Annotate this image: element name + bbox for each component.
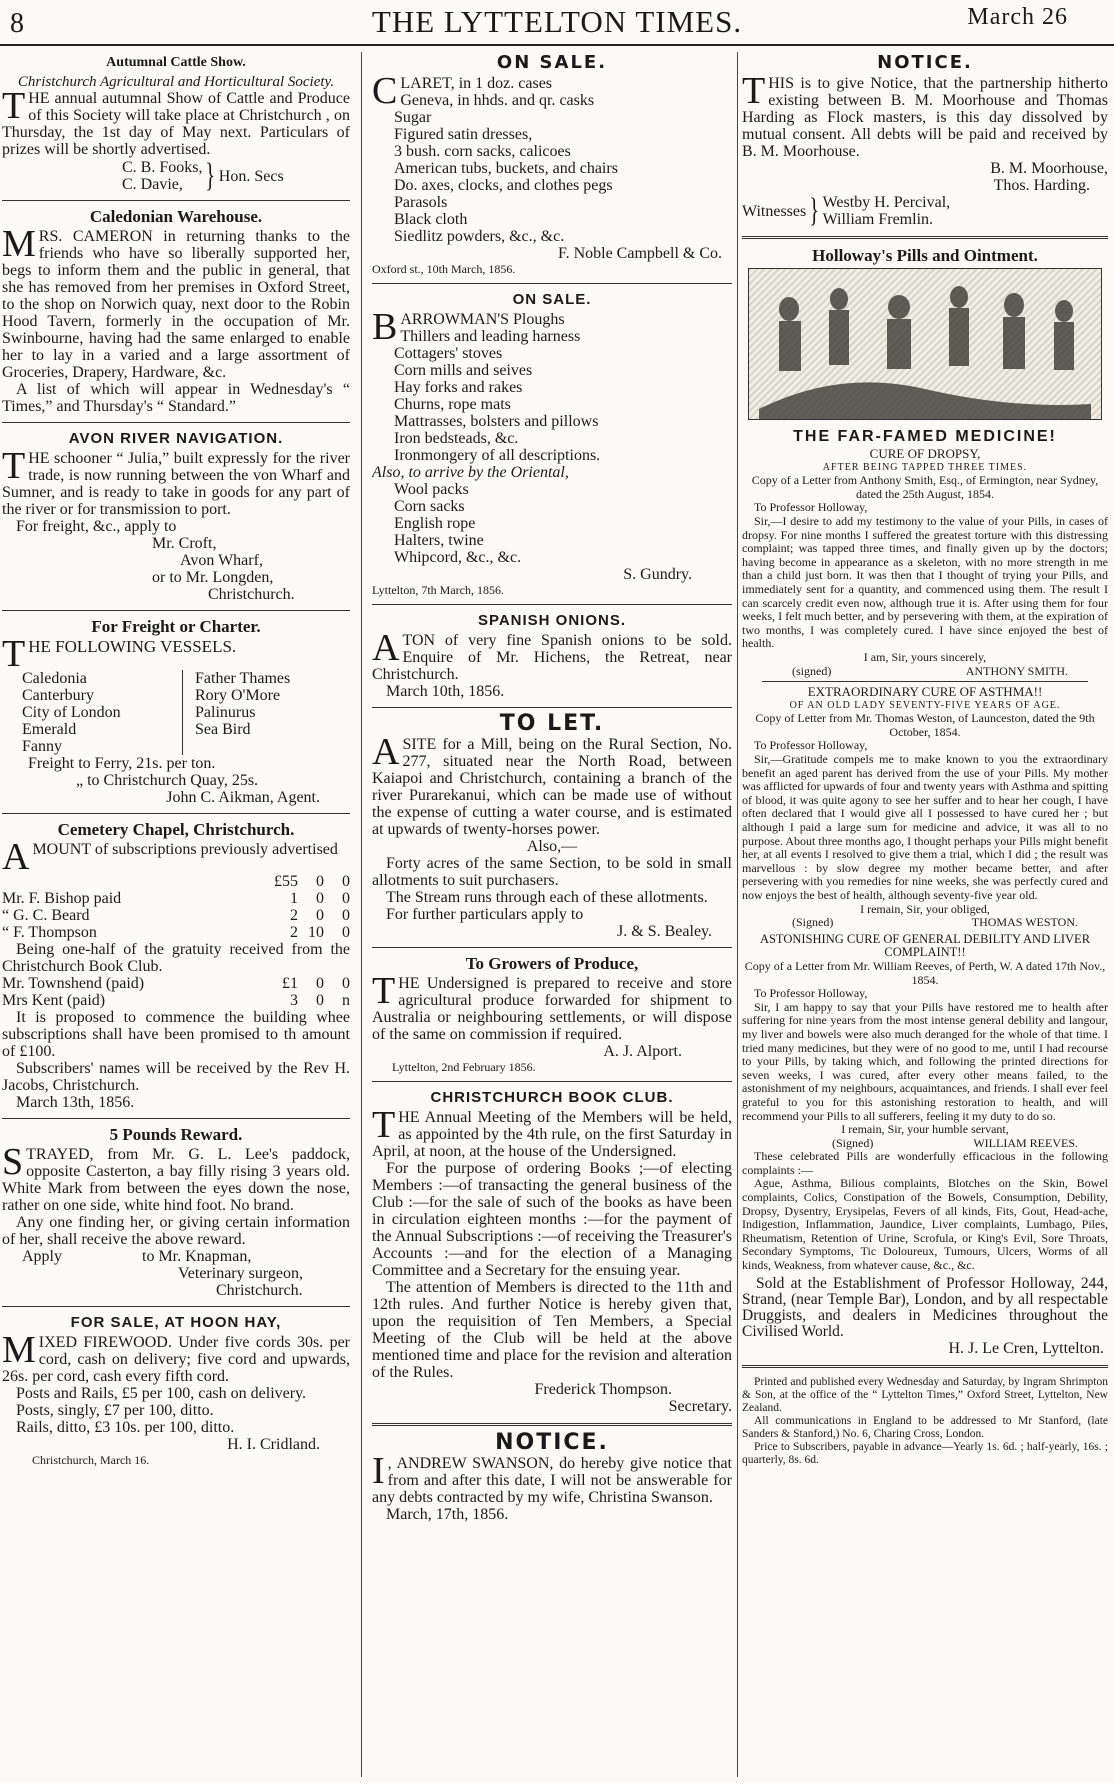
vessel-name: Father Thames bbox=[195, 670, 291, 687]
table-row bbox=[2, 873, 350, 890]
drop-cap: T bbox=[372, 970, 396, 1012]
sale-item: Black cloth bbox=[394, 211, 468, 228]
amount-cell: 0 bbox=[316, 992, 324, 1009]
drop-cap: T bbox=[372, 1104, 396, 1146]
testimonial-to: To Professor Holloway, bbox=[754, 500, 868, 515]
ad-body: The attention of Members is directed to the 11th and 12th rules. And further Notice is hereby given that, upon the requisition of Ten Members, a Special Meeting of the Club will be held at the above mentioned time and place for the revision and alteration of the Rules. bbox=[372, 1279, 732, 1381]
column-rule bbox=[361, 52, 362, 1777]
signature: A. J. Alport. bbox=[603, 1043, 682, 1060]
amount-cell: 0 bbox=[316, 907, 324, 924]
ad-on-sale-claret bbox=[372, 54, 732, 276]
ad-title: ON SALE. bbox=[512, 291, 592, 308]
vessel-list bbox=[183, 670, 290, 755]
testimonial-name: ANTHONY SMITH. bbox=[965, 663, 1068, 678]
amount-cell: 10 bbox=[308, 924, 324, 941]
sale-item: 3 bush. corn sacks, calicoes bbox=[394, 143, 571, 160]
ad-body: It is proposed to commence the building whee subscriptions shall have been promised to th amount of £100. bbox=[2, 1009, 350, 1060]
contact-line: Christchurch. bbox=[216, 1282, 303, 1299]
drop-cap: S bbox=[2, 1141, 24, 1183]
divider bbox=[742, 236, 1108, 239]
signature: C. Davie, bbox=[122, 176, 183, 193]
vessel-name: Caledonia bbox=[22, 670, 87, 687]
ad-body: TRAYED, from Mr. G. L. Lee's paddock, opposite Casterton, a bay filly rising 3 years old. White Mark from between the eyes down the nose, rather on one side, white hind foot. No brand. bbox=[2, 1146, 350, 1214]
drop-cap: M bbox=[2, 223, 36, 265]
ad-title: CHRISTCHURCH BOOK CLUB. bbox=[430, 1089, 674, 1106]
testimonial-to: To Professor Holloway, bbox=[754, 986, 868, 1001]
signature: C. B. Fooks, bbox=[122, 159, 203, 176]
sale-item: Figured satin dresses, bbox=[394, 126, 533, 143]
contact-block bbox=[2, 535, 350, 603]
divider bbox=[372, 283, 732, 284]
agent: John C. Aikman, Agent. bbox=[166, 789, 320, 806]
amount-cell: 0 bbox=[316, 873, 324, 890]
subscriber-name: Mrs Kent (paid) bbox=[2, 992, 106, 1009]
divider bbox=[2, 1118, 350, 1119]
divider bbox=[372, 1423, 732, 1426]
sale-item: Mattrasses, bolsters and pillows bbox=[394, 413, 599, 430]
ad-title: Caledonian Warehouse. bbox=[89, 207, 263, 226]
ad-reward bbox=[2, 1126, 350, 1299]
amount-cell: 0 bbox=[342, 890, 350, 907]
testimonial-subtitle: OF AN OLD LADY SEVENTY-FIVE YEARS OF AGE. bbox=[789, 699, 1061, 711]
sale-item: Sugar bbox=[394, 109, 432, 126]
testimonial-intro: Copy of a Letter from Mr. William Reeves, of Perth, W. A dated 17th Nov., 1854. bbox=[744, 958, 1106, 987]
ad-to-let bbox=[372, 711, 732, 940]
sale-item: Halters, twine bbox=[394, 532, 484, 549]
drop-cap: I bbox=[372, 1450, 385, 1492]
vessel-name: Canterbury bbox=[22, 687, 94, 704]
sale-item: Do. axes, clocks, and clothes pegs bbox=[394, 177, 613, 194]
ad-body: For the purpose of ordering Books ;—of electing Members :—of transacting the general business of the Club :—for the sale of such of the books as have been in circulation eighteen months :—for the payment of the Annual Subscriptions :—of receiving the Treasurer's Accounts :—and for the election of a Managing Committee and a Secretary for the ensuing year. bbox=[372, 1160, 732, 1279]
amount-cell: n bbox=[342, 992, 350, 1009]
subscriber-name: Mr. Townshend (paid) bbox=[2, 975, 145, 992]
ad-title: 5 Pounds Reward. bbox=[109, 1125, 243, 1144]
testimonial-title: EXTRAORDINARY CURE OF ASTHMA!! bbox=[807, 684, 1043, 700]
ad-holloway bbox=[742, 247, 1108, 1357]
column-2 bbox=[372, 52, 732, 1777]
witnesses-label: Witnesses bbox=[742, 202, 807, 220]
subscriber-name: Mr. F. Bishop paid bbox=[2, 890, 122, 907]
ad-title: Autumnal Cattle Show. bbox=[106, 55, 246, 70]
drop-cap: C bbox=[372, 70, 398, 112]
ad-title: To Growers of Produce, bbox=[465, 954, 639, 973]
vessel-list bbox=[22, 670, 183, 755]
ad-hoon-hay bbox=[2, 1314, 350, 1467]
ad-title: Holloway's Pills and Ointment. bbox=[812, 246, 1038, 265]
contact-line: Christchurch. bbox=[208, 586, 295, 603]
amount-cell: 0 bbox=[342, 907, 350, 924]
sale-item: Corn mills and seives bbox=[394, 362, 533, 379]
witness: Westby H. Percival, bbox=[822, 194, 951, 211]
ad-body: Any one finding her, or giving certain information of her, shall receive the above reward. bbox=[2, 1214, 350, 1248]
ad-body: The Stream runs through each of these allotments. bbox=[386, 889, 708, 906]
ad-date: Lyttelton, 7th March, 1856. bbox=[372, 583, 504, 597]
column-rule bbox=[737, 52, 738, 1777]
signed-label: (Signed) bbox=[832, 1135, 874, 1150]
headline: THE FAR-FAMED MEDICINE! bbox=[793, 428, 1057, 445]
ad-cemetery bbox=[2, 821, 350, 1111]
ad-body: TON of very fine Spanish onions to be sold. Enquire of Mr. Hichens, the Retreat, near Christchurch. bbox=[372, 632, 732, 683]
signature: F. Noble Campbell & Co. bbox=[557, 245, 722, 262]
sale-item: Thillers and leading harness bbox=[400, 328, 581, 345]
testimonial-close: I remain, Sir, your humble servant, bbox=[841, 1122, 1009, 1137]
item-list bbox=[372, 92, 732, 245]
contact-line: to Mr. Knapman, bbox=[142, 1248, 252, 1265]
testimonial-name: WILLIAM REEVES. bbox=[973, 1135, 1078, 1150]
vessel-name: Rory O'More bbox=[195, 687, 281, 704]
amount-cell: £1 bbox=[282, 975, 298, 992]
agent: H. J. Le Cren, Lyttelton. bbox=[948, 1339, 1104, 1357]
ad-body: A list of which will appear in Wednesday's “ Times,” and Thursday's “ Standard.” bbox=[2, 381, 350, 415]
ad-body: For freight, &c., apply to bbox=[16, 518, 177, 535]
vessel-name: City of London bbox=[22, 704, 121, 721]
subscription-table bbox=[2, 975, 350, 1009]
complaints-intro: These celebrated Pills are wonderfully efficacious in the following complaints :— bbox=[742, 1149, 1108, 1177]
brace: } bbox=[809, 192, 820, 229]
sale-item: Corn sacks bbox=[394, 498, 465, 515]
signature: B. M. Moorhouse, bbox=[990, 160, 1108, 177]
drop-cap: M bbox=[2, 1329, 36, 1371]
imprint-text: All communications in England to be addressed to Mr Stanford, (late Sanders & Stanford,) No. 6, Charing Cross, London. bbox=[742, 1414, 1108, 1440]
imprint-text: Printed and published every Wednesday and Saturday, by Ingram Shrimpton & Son, at the office of the “ Lyttelton Times,” Oxford Street, Lyttelton, New Zealand. bbox=[742, 1375, 1108, 1414]
table-row bbox=[2, 890, 350, 907]
table-row bbox=[2, 907, 350, 924]
ad-date: March 10th, 1856. bbox=[386, 683, 505, 700]
ad-partnership-notice bbox=[742, 54, 1108, 228]
ad-date: March 13th, 1856. bbox=[16, 1094, 135, 1111]
ad-body: HE schooner “ Julia,” built expressly for the river trade, is now running between the von Wharf and Sumner, and is ready to take in goods for any part of the river or for transmission to port. bbox=[2, 450, 350, 518]
ad-body: SITE for a Mill, being on the Rural Section, No. 277, situated near the North Road, between Kaiapoi and Christchurch, containing a branch of the river Purarekanui, which can be made use of without the expense of cutting a water course, and is estimated at upwards of twenty-horses power. bbox=[372, 736, 732, 838]
sale-item: Churns, rope mats bbox=[394, 396, 511, 413]
ad-growers bbox=[372, 955, 732, 1074]
ad-body: Posts and Rails, £5 per 100, cash on delivery. bbox=[16, 1385, 307, 1402]
signature: H. I. Cridland. bbox=[227, 1436, 320, 1453]
testimonial-close: I remain, Sir, your obliged, bbox=[860, 901, 990, 916]
sold-at: Sold at the Establishment of Professor Holloway, 244, Strand, (near Temple Bar), London, and by all respectable Druggists, and dealers in Medicines throughout the Civilised World. bbox=[742, 1274, 1108, 1340]
ad-body: IXED FIREWOOD. Under five cords 30s. per cord, cash on delivery; five cord and upwards, 26s. per cord, cash every fifth cord. bbox=[2, 1334, 350, 1385]
drop-cap: B bbox=[372, 306, 398, 348]
subscriber-name: “ F. Thompson bbox=[2, 924, 97, 941]
ad-title: AVON RIVER NAVIGATION. bbox=[68, 430, 284, 447]
column-3 bbox=[742, 52, 1108, 1777]
amount-cell: 2 bbox=[290, 924, 298, 941]
ad-freight bbox=[2, 618, 350, 806]
list-first: LARET, in 1 doz. cases bbox=[400, 75, 553, 92]
amount-cell: 1 bbox=[290, 890, 298, 907]
ad-body: , ANDREW SWANSON, do hereby give notice that from and after this date, I will not be answerable for any debts contracted by my wife, Christina Swanson. bbox=[372, 1455, 732, 1506]
issue-date: March 26 bbox=[967, 4, 1068, 30]
divider bbox=[762, 681, 1088, 682]
ad-body: Posts, singly, £7 per 100, ditto. bbox=[16, 1402, 214, 1419]
ad-title: ON SALE. bbox=[496, 52, 608, 73]
contact-line: Avon Wharf, bbox=[180, 552, 263, 569]
page-number: 8 bbox=[10, 8, 24, 39]
signature-role: Hon. Secs bbox=[218, 167, 284, 185]
drop-cap: A bbox=[2, 836, 30, 878]
ad-body: Subscribers' names will be received by the Rev H. Jacobs, Christchurch. bbox=[2, 1060, 350, 1094]
imprint-text: Price to Subscribers, payable in advance—Yearly 1s. 6d. ; half-yearly, 16s. ; quarterly, 8s. 6d. bbox=[742, 1440, 1108, 1466]
ad-body: Also,— bbox=[526, 838, 578, 855]
ad-body: HIS is to give Notice, that the partnership hitherto existing between B. M. Moorhouse and Thomas Harding as Flock masters, is this day dissolved by mutual consent. All debts will be paid and received by B. M. Moorhouse. bbox=[742, 75, 1108, 160]
sale-item: Parasols bbox=[394, 194, 448, 211]
contact-line: or to Mr. Longden, bbox=[152, 569, 274, 586]
page-header bbox=[0, 0, 1114, 46]
brace: } bbox=[205, 157, 216, 194]
ad-caledonian bbox=[2, 208, 350, 415]
ad-body: HE Annual Meeting of the Members will be held, as appointed by the 4th rule, on the first Saturday in April, at noon, at the house of the Undersigned. bbox=[372, 1109, 732, 1160]
divider bbox=[372, 707, 732, 708]
testimonial-body: Sir,—Gratitude compels me to make known to you the extraordinary benefit an aged parent has derived from the use of your Pills. My mother was afflicted for upwards of four and twenty years with Asthma and spitting of blood, it was quite agony to see her suffer and to hear her cough, I have often declared that I would give all I possessed to have cured her ; but although I paid a large sum for medicine and advice, it was all to no purpose. About three months ago, I thought perhaps your Pills might benefit her, at all events I resolved to give them a trial, which I did ; the result was marvellous : by slow degree my mother became better, and after persevering with you remedies for nine weeks, she was perfectly cured and now enjoys the best of health, although seventy-five year old. bbox=[742, 752, 1108, 902]
ad-body: For further particulars apply to bbox=[386, 906, 584, 923]
sale-item: Wool packs bbox=[394, 481, 469, 498]
list-first: ARROWMAN'S Ploughs bbox=[400, 311, 565, 328]
masthead: THE LYTTELTON TIMES. bbox=[371, 4, 743, 39]
signature: Frederick Thompson. bbox=[534, 1381, 672, 1398]
amount-cell: 0 bbox=[342, 873, 350, 890]
sale-item: American tubs, buckets, and chairs bbox=[394, 160, 618, 177]
engraving-illustration bbox=[748, 268, 1102, 420]
signature: J. & S. Bealey. bbox=[617, 923, 712, 940]
freight-rate: „ to Christchurch Quay, 25s. bbox=[76, 772, 259, 789]
sale-item: Ironmongery of all descriptions. bbox=[394, 447, 601, 464]
ad-cattle-show bbox=[2, 54, 350, 193]
ad-body: RS. CAMERON in returning thanks to the friends who have so liberally supported her, begs to inform them and the public in general, that she has removed from her premises in Oxford Street, to the shop on Norwich quay, next door to the Robin Hood Tavern, formerly in the occupation of Mr. Swinbourne, having had the same enlarged to enable her to lay in a varied and a large assortment of Groceries, Drapery, Hardware, &c. bbox=[2, 228, 350, 381]
amount-cell: 0 bbox=[316, 890, 324, 907]
item-list bbox=[372, 481, 732, 566]
freight-rate: Freight to Ferry, 21s. per ton. bbox=[28, 755, 216, 772]
drop-cap: T bbox=[2, 445, 26, 487]
complaints-list: Ague, Asthma, Bilious complaints, Blotches on the Skin, Bowel complaints, Colics, Constipation of the Bowels, Consumption, Debility, Dropsy, Dysentry, Erysipelas, Fevers of all kinds, Fits, Gout, Head-ache, Indigestion, Inflammation, Jaundice, Liver complaints, Lumbago, Piles, Rheumatism, Retention of Urine, Scrofula, or King's Evil, Sore Throats, Secondary Symptoms, Tic Doloureux, Tumours, Ulcers, Worms of all kinds, Weakness, from whatever cause, &c., &c. bbox=[742, 1176, 1108, 1273]
ad-on-sale-ploughs bbox=[372, 291, 732, 597]
sale-item: Whipcord, &c., &c. bbox=[394, 549, 522, 566]
divider bbox=[2, 813, 350, 814]
divider bbox=[372, 1081, 732, 1082]
figures-engraving bbox=[749, 269, 1101, 419]
sale-item: Cottagers' stoves bbox=[394, 345, 503, 362]
testimonial-subtitle: AFTER BEING TAPPED THREE TIMES. bbox=[822, 461, 1028, 473]
divider bbox=[2, 610, 350, 611]
testimonial-to: To Professor Holloway, bbox=[754, 738, 868, 753]
ad-body: HE Undersigned is prepared to receive and store agricultural produce forwarded for shipment to Australia or neighbouring settlements, or will dispose of the same on commission if required. bbox=[372, 975, 732, 1043]
ad-title: For Freight or Charter. bbox=[91, 617, 261, 636]
column-1 bbox=[2, 52, 350, 1777]
witness: William Fremlin. bbox=[822, 211, 934, 228]
ad-title: NOTICE. bbox=[877, 52, 973, 73]
sale-item: English rope bbox=[394, 515, 476, 532]
ad-title: Cemetery Chapel, Christchurch. bbox=[57, 820, 295, 839]
subscriber-name bbox=[2, 873, 272, 890]
sale-item: Hay forks and rakes bbox=[394, 379, 523, 396]
divider bbox=[372, 604, 732, 605]
ad-body: Forty acres of the same Section, to be sold in small allotments to suit purchasers. bbox=[372, 855, 732, 889]
sale-item: Siedlitz powders, &c., &c. bbox=[394, 228, 565, 245]
amount-cell: 2 bbox=[290, 907, 298, 924]
ad-book-club bbox=[372, 1089, 732, 1415]
contact-line: Veterinary surgeon, bbox=[178, 1265, 303, 1282]
ad-date: Christchurch, March 16. bbox=[32, 1453, 150, 1467]
signed-label: (Signed) bbox=[792, 915, 834, 930]
testimonial-body: Sir,—I desire to add my testimony to the value of your Pills, in cases of dropsy. For nine months I suffered the greatest torture with this distressing complaint; was tapped three times, and finally given up by the doctors; having become in appearance as a skeleton, with no more strength in me than a child just born. It was then that I thought of trying your Pills, and immediately sent for a quantity, and commenced using them. The result I can scarcely credit even now, although true it is. After using them for four weeks, I felt much better, and by persevering with them, at the expiration of two months, I was completely cured. I have since enjoyed the best of health. bbox=[742, 513, 1108, 651]
vessel-name: Sea Bird bbox=[195, 721, 251, 738]
table-row bbox=[2, 924, 350, 941]
divider bbox=[372, 947, 732, 948]
drop-cap: T bbox=[2, 85, 26, 127]
divider bbox=[2, 422, 350, 423]
signature: S. Gundry. bbox=[623, 566, 692, 583]
sale-item: Geneva, in hhds. and qr. casks bbox=[400, 92, 595, 109]
testimonial-title: CURE OF DROPSY, bbox=[869, 446, 981, 461]
amount-cell: £55 bbox=[274, 873, 298, 890]
ad-body: MOUNT of subscriptions previously advertised bbox=[32, 841, 338, 858]
item-list bbox=[372, 328, 732, 464]
drop-cap: A bbox=[372, 627, 400, 669]
amount-cell: 0 bbox=[342, 975, 350, 992]
testimonial-close: I am, Sir, yours sincerely, bbox=[863, 649, 987, 664]
ad-date: Oxford st., 10th March, 1856. bbox=[372, 262, 516, 276]
ad-avon-river bbox=[2, 430, 350, 603]
drop-cap: T bbox=[2, 633, 26, 675]
table-row bbox=[2, 975, 350, 992]
testimonial-name: THOMAS WESTON. bbox=[971, 915, 1078, 930]
ad-date: Lyttelton, 2nd February 1856. bbox=[392, 1060, 536, 1074]
signature: Thos. Harding. bbox=[993, 177, 1090, 194]
testimonials bbox=[742, 447, 1108, 1273]
ad-date: March, 17th, 1856. bbox=[386, 1506, 509, 1523]
amount-cell: 3 bbox=[290, 992, 298, 1009]
ad-body: HE annual autumnal Show of Cattle and Produce of this Society will take place at Christchurch , on Thursday, the 1st day of May next. Particulars of prizes will be shortly advertised. bbox=[2, 90, 350, 158]
ad-swanson-notice bbox=[372, 1430, 732, 1523]
subscriber-name: “ G. C. Beard bbox=[2, 907, 90, 924]
vessel-name: Palinurus bbox=[195, 704, 256, 721]
ad-title: SPANISH ONIONS. bbox=[477, 612, 627, 629]
ad-body: Also, to arrive by the Oriental, bbox=[372, 464, 569, 481]
testimonial-intro: Copy of Letter from Mr. Thomas Weston, of Launceston, dated the 9th October, 1854. bbox=[755, 711, 1095, 739]
table-row bbox=[2, 992, 350, 1009]
imprint bbox=[742, 1376, 1108, 1467]
ad-spanish-onions bbox=[372, 612, 732, 700]
divider bbox=[2, 1306, 350, 1307]
apply-label: Apply bbox=[22, 1248, 62, 1265]
ad-title: TO LET. bbox=[499, 711, 605, 736]
signature-role: Secretary. bbox=[668, 1398, 732, 1415]
signed-label: (signed) bbox=[792, 663, 832, 678]
vessel-name: Fanny bbox=[22, 738, 62, 755]
amount-cell: 0 bbox=[342, 924, 350, 941]
testimonial-title: ASTONISHING CURE OF GENERAL DEBILITY AND LIVER COMPLAINT!! bbox=[759, 931, 1091, 960]
ad-body: Rails, ditto, £3 10s. per 100, ditto. bbox=[16, 1419, 235, 1436]
vessel-name: Emerald bbox=[22, 721, 77, 738]
drop-cap: T bbox=[742, 70, 766, 112]
divider bbox=[2, 200, 350, 201]
drop-cap: A bbox=[372, 731, 400, 773]
ad-title: FOR SALE, AT HOON HAY, bbox=[70, 1314, 282, 1331]
testimonial-body: Sir, I am happy to say that your Pills have restored me to health after suffering for nine years from the most intense general debility and langour, my liver and bowels were also much deranged for the whole of that time. I tried many medicines, but they were of no good to me, until I had recourse to your Pills, by taking which, and following the printed directions for seven weeks, I was cured, after every other means failed, to the astonishment of my neighbours, acquaintances, and friends. I shall ever feel grateful to you for this astonishing restoration to health, and will recommend your Pills to all sufferers, feeling it my duty to do so. bbox=[742, 999, 1108, 1123]
amount-cell: 0 bbox=[316, 975, 324, 992]
contact-line: Mr. Croft, bbox=[152, 535, 217, 552]
testimonial-intro: Copy of a Letter from Anthony Smith, Esq., of Ermington, near Sydney, dated the 25th August, 1854. bbox=[751, 473, 1099, 501]
sale-item: Iron bedsteads, &c. bbox=[394, 430, 519, 447]
ad-title: NOTICE. bbox=[495, 1430, 609, 1455]
society-name: Christchurch Agricultural and Horticultural Society. bbox=[17, 74, 335, 90]
divider bbox=[742, 1365, 1108, 1368]
ad-body: Being one-half of the gratuity received from the Christchurch Book Club. bbox=[2, 941, 350, 975]
ad-heading: HE FOLLOWING VESSELS. bbox=[28, 637, 237, 656]
subscription-table bbox=[2, 873, 350, 941]
